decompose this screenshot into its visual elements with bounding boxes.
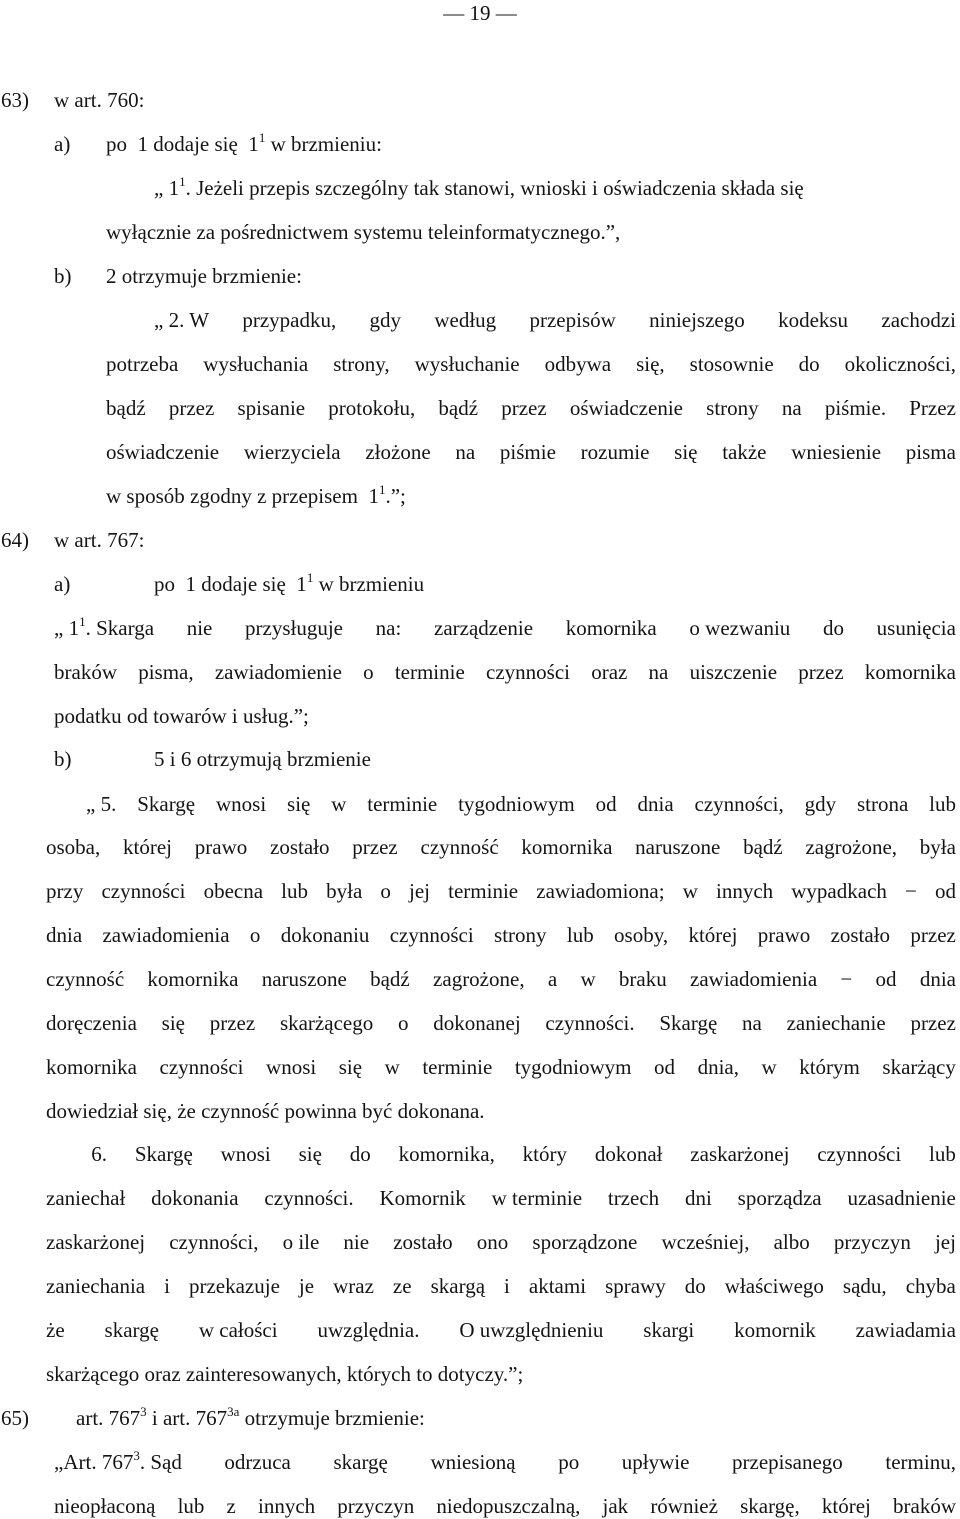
item-64b-p5-line-5 bbox=[46, 966, 956, 992]
word: skarżący bbox=[882, 1055, 956, 1079]
word: pisma bbox=[905, 440, 956, 464]
word: odrzuca bbox=[224, 1450, 291, 1474]
word: i bbox=[504, 1274, 510, 1298]
word: czynności, bbox=[169, 1230, 259, 1254]
word: komornika bbox=[46, 1055, 137, 1079]
word: przez bbox=[910, 1011, 956, 1035]
word: po bbox=[558, 1450, 580, 1474]
word: na bbox=[648, 660, 669, 684]
word: do bbox=[684, 1274, 706, 1298]
word: komornika bbox=[521, 835, 613, 859]
word: piśmie bbox=[499, 440, 556, 464]
word: strony, bbox=[333, 352, 390, 376]
word: wniesienie bbox=[791, 440, 882, 464]
item-63a-heading: po 1 dodaje się $1^1$ w brzmieniu: bbox=[106, 130, 382, 156]
word: czynności. bbox=[264, 1186, 354, 1210]
word: zarządzenie bbox=[434, 616, 534, 640]
word: chyba bbox=[905, 1274, 956, 1298]
word: sporządza bbox=[737, 1186, 822, 1210]
word: zawiadamia bbox=[855, 1318, 956, 1342]
word: była bbox=[326, 879, 363, 903]
word: się bbox=[161, 1011, 185, 1035]
word: dnia bbox=[637, 792, 674, 816]
word: w całości bbox=[198, 1318, 278, 1342]
word: również bbox=[650, 1494, 718, 1518]
word: zaniechanie bbox=[786, 1011, 886, 1035]
word: protokołu, bbox=[328, 396, 416, 420]
word: nieopłaconą bbox=[54, 1494, 156, 1518]
word: do bbox=[798, 352, 820, 376]
word: od bbox=[654, 1055, 676, 1079]
item-64b-p5-line-6 bbox=[46, 1010, 956, 1036]
item-63b-body-line-3 bbox=[106, 395, 956, 421]
word: wypadkach bbox=[791, 879, 887, 903]
word: piśmie. bbox=[824, 396, 887, 420]
word: o bbox=[397, 1011, 409, 1035]
word: przysługuje bbox=[245, 616, 343, 640]
word: doręczenia bbox=[46, 1011, 137, 1035]
word: usunięcia bbox=[876, 616, 956, 640]
word: kodeksu bbox=[778, 308, 849, 332]
word: przypadku, bbox=[242, 308, 337, 332]
word: Skargę bbox=[659, 1011, 718, 1035]
word: komornika bbox=[565, 616, 657, 640]
word: uzasadnienie bbox=[847, 1186, 956, 1210]
item-65-heading: art. $767^3$ i art. $767^{3a}$ otrzymuje brzmienie: bbox=[76, 1404, 425, 1430]
word: czynności bbox=[817, 1142, 902, 1166]
item-64a-body-line-3: podatku od towarów i usług.”; bbox=[54, 704, 309, 728]
word: dnia bbox=[919, 967, 956, 991]
word: naruszone bbox=[635, 835, 721, 859]
word: jej bbox=[409, 879, 431, 903]
word: trzech bbox=[607, 1186, 660, 1210]
item-64a-letter: a) bbox=[54, 572, 71, 596]
word: przekazuje bbox=[188, 1274, 280, 1298]
word: skargą bbox=[430, 1274, 486, 1298]
word: spisanie bbox=[237, 396, 306, 420]
word: strony bbox=[494, 923, 547, 947]
word: się bbox=[674, 440, 698, 464]
word: lub bbox=[281, 879, 308, 903]
word: je bbox=[298, 1274, 315, 1298]
item-63-heading: w art. 760: bbox=[54, 88, 145, 112]
word: zawiadomienia bbox=[690, 967, 818, 991]
word: dokonał bbox=[594, 1142, 663, 1166]
word: zaniechania bbox=[46, 1274, 146, 1298]
word: ono bbox=[476, 1230, 509, 1254]
word: wnosi bbox=[220, 1142, 271, 1166]
word: wnosi bbox=[215, 792, 267, 816]
word: osoby, bbox=[614, 923, 669, 947]
word: gdy bbox=[804, 792, 837, 816]
item-64a-heading: po 1 dodaje się $1^1$ w brzmieniu bbox=[154, 570, 425, 596]
word: oświadczenie bbox=[569, 396, 683, 420]
item-63-number: 63) bbox=[1, 88, 29, 112]
word: przez bbox=[209, 1011, 256, 1035]
word: według bbox=[434, 308, 497, 332]
word: a bbox=[547, 967, 558, 991]
word: którym bbox=[799, 1055, 860, 1079]
word: o wezwaniu bbox=[689, 616, 791, 640]
word: prawo bbox=[194, 835, 248, 859]
word: właściwego bbox=[724, 1274, 824, 1298]
word: przez bbox=[501, 396, 547, 420]
word: wnosi bbox=[266, 1055, 317, 1079]
item-64b-p6-line-1 bbox=[86, 1141, 956, 1167]
word: obecna bbox=[203, 879, 264, 903]
word: komornika bbox=[864, 660, 956, 684]
word: na: bbox=[375, 616, 402, 640]
word: w terminie bbox=[491, 1186, 583, 1210]
item-64b-p5-line-2 bbox=[46, 834, 956, 860]
word: bądź bbox=[370, 967, 410, 991]
word: upływie bbox=[621, 1450, 690, 1474]
word: uiszczenie bbox=[689, 660, 778, 684]
word: niniejszego bbox=[649, 308, 745, 332]
word: zostało bbox=[393, 1230, 453, 1254]
item-64b-p5-line-4 bbox=[46, 922, 956, 948]
word: Skargę bbox=[137, 792, 196, 816]
word: oraz bbox=[591, 660, 628, 684]
item-64b-p6-line-5 bbox=[46, 1317, 956, 1343]
item-64b-p5-line-1 bbox=[86, 791, 956, 817]
word: tygodniowym bbox=[514, 1055, 632, 1079]
word: czynności bbox=[159, 1055, 244, 1079]
word: terminie bbox=[422, 1055, 493, 1079]
word: bądź bbox=[438, 396, 479, 420]
word: czynności, bbox=[694, 792, 784, 816]
word: zawiadomienie bbox=[214, 660, 342, 684]
item-63b-body-line-2 bbox=[106, 351, 956, 377]
word: wysłuchanie bbox=[414, 352, 520, 376]
word: na bbox=[455, 440, 476, 464]
word: stosownie bbox=[689, 352, 774, 376]
word: rozumie bbox=[580, 440, 650, 464]
word: terminie bbox=[448, 879, 519, 903]
word: czynności. bbox=[545, 1011, 635, 1035]
word: do bbox=[349, 1142, 371, 1166]
item-64b-heading: 5 i 6 otrzymują brzmienie bbox=[154, 747, 371, 771]
word: − bbox=[905, 879, 917, 903]
word: się bbox=[338, 1055, 363, 1079]
word: o bbox=[380, 879, 391, 903]
word: czynność bbox=[46, 967, 125, 991]
word: pisma, bbox=[138, 660, 194, 684]
word: na bbox=[781, 396, 802, 420]
word: − bbox=[840, 967, 853, 991]
word: sporządzone bbox=[532, 1230, 638, 1254]
word: lub bbox=[929, 1142, 956, 1166]
word: braków bbox=[893, 1494, 956, 1518]
word: „ 2. W bbox=[154, 308, 210, 332]
word: w bbox=[580, 967, 596, 991]
word: terminie bbox=[367, 792, 438, 816]
word: w bbox=[331, 792, 347, 816]
word: złożone bbox=[365, 440, 431, 464]
item-65-body-line-1: „Art. $767^3$ . Sąd odrzuca skargę wniesioną po upływie przepisanego terminu, bbox=[54, 1449, 956, 1478]
word: braku bbox=[618, 967, 667, 991]
word: dnia bbox=[46, 923, 83, 947]
item-64b-p6-line-2 bbox=[46, 1185, 956, 1211]
word: się, bbox=[636, 352, 665, 376]
word: czynności bbox=[101, 879, 186, 903]
word: bądź bbox=[743, 835, 783, 859]
word: o ile bbox=[282, 1230, 320, 1254]
word: albo bbox=[773, 1230, 810, 1254]
word: naruszone bbox=[261, 967, 347, 991]
item-64b-p5-line-3 bbox=[46, 878, 956, 904]
word: wcześniej, bbox=[661, 1230, 750, 1254]
word: czynności bbox=[389, 923, 474, 947]
word: terminu, bbox=[885, 1450, 956, 1474]
word: przez bbox=[910, 923, 956, 947]
word: niedopuszczalną, bbox=[436, 1494, 581, 1518]
word: nie bbox=[186, 616, 213, 640]
word: i bbox=[164, 1274, 170, 1298]
word: której bbox=[688, 923, 738, 947]
word: przez bbox=[352, 835, 398, 859]
page-number: — 19 — bbox=[443, 1, 517, 25]
word: w bbox=[761, 1055, 777, 1079]
word: zagrożone, bbox=[433, 967, 525, 991]
word: zostało bbox=[270, 835, 330, 859]
word: także bbox=[722, 440, 767, 464]
word: dokonania bbox=[151, 1186, 239, 1210]
word: . Skarga bbox=[85, 616, 155, 640]
item-64b-p5-line-7 bbox=[46, 1054, 956, 1080]
word: przepisanego bbox=[732, 1450, 843, 1474]
item-64b-p6-line-6: skarżącego oraz zainteresowanych, których to dotyczy.”; bbox=[46, 1362, 524, 1386]
word: gdy bbox=[369, 308, 402, 332]
word: czynność bbox=[420, 835, 499, 859]
word: sądu, bbox=[842, 1274, 887, 1298]
word: zawiadomienia bbox=[102, 923, 230, 947]
word: który bbox=[522, 1142, 567, 1166]
word: skargę bbox=[333, 1450, 388, 1474]
item-63a-body-line-1: „ $1^1$. Jeżeli przepis szczególny tak stanowi, wnioski i oświadczenia składa się bbox=[154, 174, 804, 200]
word: innych bbox=[258, 1494, 316, 1518]
word: osoba, bbox=[46, 835, 101, 859]
item-64b-p5-line-8: dowiedział się, że czynność powinna być dokonana. bbox=[46, 1099, 485, 1123]
word: braków bbox=[54, 660, 117, 684]
word: lub bbox=[929, 792, 956, 816]
word: w bbox=[682, 879, 698, 903]
word: nie bbox=[343, 1230, 370, 1254]
word: zaskarżonej bbox=[690, 1142, 790, 1166]
word: dokonanej bbox=[433, 1011, 521, 1035]
word: przepisów bbox=[529, 308, 616, 332]
word: wysłuchania bbox=[203, 352, 309, 376]
item-64b-p6-line-4 bbox=[46, 1273, 956, 1299]
word: wierzyciela bbox=[243, 440, 341, 464]
word: wraz bbox=[333, 1274, 374, 1298]
word: „ 5. bbox=[86, 792, 117, 816]
word: skargę, bbox=[740, 1494, 800, 1518]
word: potrzeba bbox=[106, 352, 179, 376]
word: której bbox=[821, 1494, 871, 1518]
word: innych bbox=[715, 879, 774, 903]
item-63b-heading: 2 otrzymuje brzmienie: bbox=[106, 264, 302, 288]
word: na bbox=[742, 1011, 762, 1035]
word: od bbox=[935, 879, 956, 903]
word: skargę bbox=[104, 1318, 159, 1342]
item-64a-body-line-1: „ $1^1$ . Skarga nie przysługuje na: zarządzenie komornika o wezwaniu do usunięcia bbox=[54, 615, 956, 644]
word: prawo bbox=[757, 923, 811, 947]
word: o bbox=[363, 660, 374, 684]
word: terminie bbox=[394, 660, 465, 684]
word: komornika, bbox=[398, 1142, 495, 1166]
item-63b-body-line-1 bbox=[154, 307, 956, 333]
word: O uwzględnieniu bbox=[459, 1318, 604, 1342]
word: skargi bbox=[643, 1318, 695, 1342]
item-64-heading: w art. 767: bbox=[54, 528, 145, 552]
word: przez bbox=[798, 660, 844, 684]
word: jak bbox=[602, 1494, 629, 1518]
word: lub bbox=[566, 923, 594, 947]
word: przyczyn bbox=[337, 1494, 415, 1518]
word: ze bbox=[392, 1274, 412, 1298]
word: uwzględnia. bbox=[317, 1318, 420, 1342]
word: strony bbox=[706, 396, 759, 420]
word: od bbox=[595, 792, 617, 816]
word: zaskarżonej bbox=[46, 1230, 146, 1254]
item-63b-body-line-4 bbox=[106, 439, 956, 465]
item-63b-body-line-5: w sposób zgodny z przepisem $1^1$.”; bbox=[106, 482, 406, 508]
word: skarżącego bbox=[279, 1011, 374, 1035]
word: komornik bbox=[734, 1318, 816, 1342]
item-63a-body-line-2: wyłącznie za pośrednictwem systemu teleinformatycznego.”, bbox=[106, 220, 621, 244]
word: 6. bbox=[86, 1142, 107, 1166]
word: do bbox=[822, 616, 844, 640]
word: dnia, bbox=[697, 1055, 739, 1079]
item-65-number: 65) bbox=[1, 1406, 29, 1430]
word: dokonaniu bbox=[280, 923, 370, 947]
word: aktami bbox=[528, 1274, 587, 1298]
word: przyczyn bbox=[833, 1230, 911, 1254]
item-64-number: 64) bbox=[1, 528, 29, 552]
word: od bbox=[875, 967, 897, 991]
word: sprawy bbox=[605, 1274, 666, 1298]
word: Przez bbox=[909, 396, 956, 420]
item-63a-letter: a) bbox=[54, 132, 71, 156]
word: komornika bbox=[147, 967, 239, 991]
word: okoliczności, bbox=[844, 352, 956, 376]
word: tygodniowym bbox=[458, 792, 575, 816]
item-64b-p6-line-3 bbox=[46, 1229, 956, 1255]
item-64b-letter: b) bbox=[54, 747, 72, 771]
word: z bbox=[226, 1494, 236, 1518]
word: zaniechał bbox=[46, 1186, 126, 1210]
word: dni bbox=[684, 1186, 712, 1210]
word: bądź bbox=[106, 396, 146, 420]
word: oświadczenie bbox=[106, 440, 220, 464]
item-63b-letter: b) bbox=[54, 264, 72, 288]
word: przy bbox=[46, 879, 84, 903]
item-65-body-line-2 bbox=[54, 1493, 956, 1519]
word: zagrożone, bbox=[805, 835, 898, 859]
word: że bbox=[46, 1318, 65, 1342]
word: której bbox=[123, 835, 172, 859]
word: o bbox=[249, 923, 261, 947]
word: zostało bbox=[830, 923, 891, 947]
word: przez bbox=[168, 396, 215, 420]
word: była bbox=[919, 835, 956, 859]
word: . Sąd bbox=[139, 1450, 182, 1474]
word: strona bbox=[856, 792, 909, 816]
word: Skargę bbox=[134, 1142, 193, 1166]
word: jej bbox=[934, 1230, 956, 1254]
word: odbywa bbox=[544, 352, 612, 376]
word: Komornik bbox=[379, 1186, 466, 1210]
word: się bbox=[298, 1142, 322, 1166]
word: w bbox=[384, 1055, 400, 1079]
word: lub bbox=[177, 1494, 205, 1518]
word: wniesioną bbox=[430, 1450, 516, 1474]
word: zawiadomiona; bbox=[536, 879, 665, 903]
word: zachodzi bbox=[881, 308, 956, 332]
word: czynności bbox=[486, 660, 570, 684]
word: się bbox=[287, 792, 311, 816]
item-64a-body-line-2 bbox=[54, 659, 956, 685]
